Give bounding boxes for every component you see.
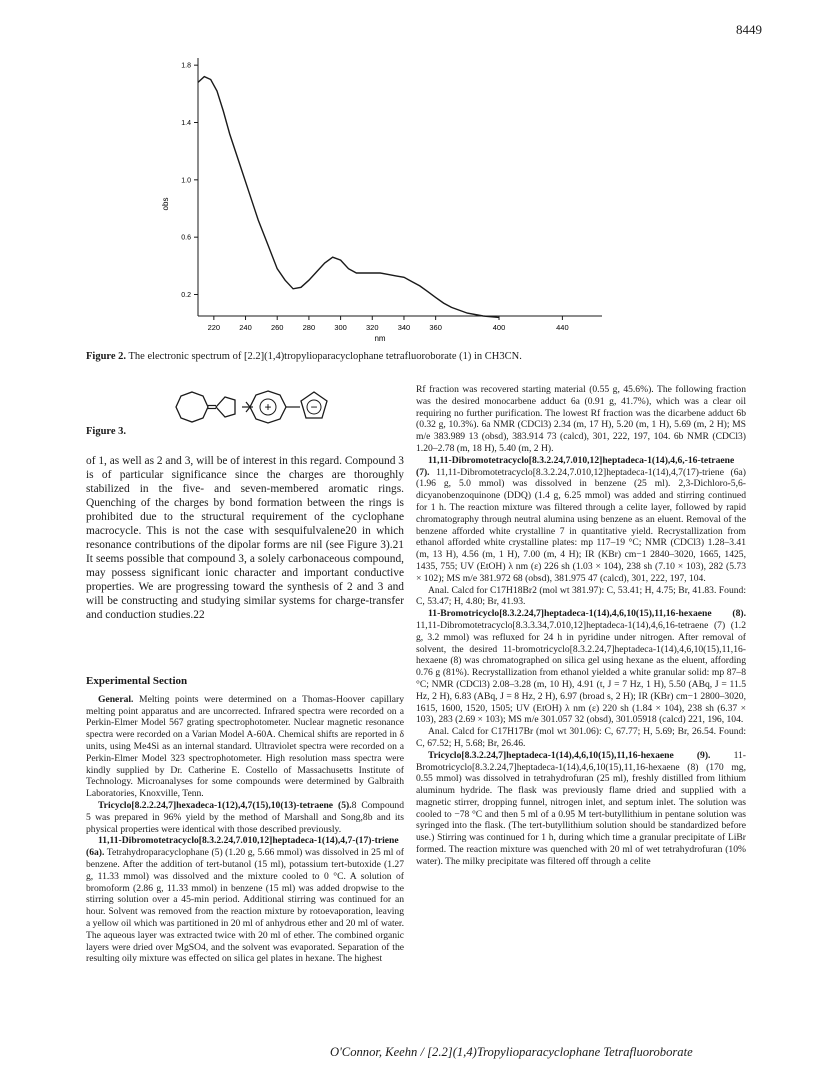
y-axis-label: obs: [161, 197, 170, 211]
left-column-experimental: [86, 668, 404, 965]
figure-2-caption: [86, 351, 766, 362]
y-tick-label: 0.2: [181, 292, 191, 299]
compound-8-paragraph: 11-Bromotricyclo[8.3.2.24,7]heptadeca-1(14),4,6,10(15),11,16-hexaene (8). 11,11-Dibromotetracyclo[8.3.3.34,7.010,12]heptadeca-1(14),4,6,16-tetraene (7) (1.2 g, 3.2 mmol) was refluxed for 24 h in pyridine under nitrogen. After removal of solvent, the desired 11-bromotricyclo[8.3.2.24,7]heptadeca-1(14),4,6,10(15),11,16-hexaene (8) was chromatographed on silica gel using hexane as the eluent, affording 0.76 g (81%). Recrystallization from ethanol yielded a white granular solid: mp 87–8 °C; NMR (CDCl3) 2.08–3.28 (m, 10 H), 4.91 (t, J = 7 Hz, 1 H), 5.50 (ABq, J = 11.5 Hz, 2 H), 6.83 (ABq, J = 8 Hz, 2 H), 6.97 (broad s, 2 H); IR (KBr) cm−1 2800–3020, 1615, 1600, 1520, 1505; UV (EtOH) λ nm (ε) 220 sh (1.84 × 104), 238 sh (6.37 × 103), 283 (2.69 × 103); MS m/e 301.057 32 (obsd), 301.05918 (calcd) 221, 196, 104.: [416, 608, 746, 726]
right-column: [416, 384, 746, 868]
experimental-heading: Experimental Section: [86, 675, 188, 687]
page-number: 8449: [736, 22, 762, 37]
compound-5-paragraph: Tricyclo[8.2.2.24,7]hexadeca-1(12),4,7(15),10(13)-tetraene (5).8 Compound 5 was prepared in 96% yield by the method of Marshall and Song,8b and its physical properties were identical with those described previously.: [86, 799, 405, 835]
intro-paragraph: of 1, as well as 2 and 3, will be of interest in this regard. Compound 3 is of particular significance since the charges are thoroughly stabilized in the five- and seven-membered aromatic rings. Quenching of the charges by bond formation between the rings is prohibited due to the structural requirement of the cyclophane macrocycle. This is not the case with sesquifulvalene20 in which resonance contributions of the dipolar forms are nil (see Figure 3).21 It seems possible that compound 3, a solely carbonaceous compound, may possess significant ionic character and important conductive properties. We are progressing toward the synthesis of 2 and 3 and will be constructing and studying similar systems for charge-transfer and conduction studies.22: [86, 455, 404, 621]
compound-9-paragraph: Tricyclo[8.3.2.24,7]heptadeca-1(14),4,6,10(15),11,16-hexaene (9). 11-Bromotricyclo[8.3.2.24,7]heptadeca-1(14),4,6,10(15),11,16-hexaene (8) (170 mg, 0.55 mmol) was dissolved in tetrahydrofuran (25 ml), freshly distilled from lithium aluminum hydride. The flask was previously flame dried and supplied with a magnetic stirrer, dropping funnel, nitrogen inlet, and septum inlet. The solution was cooled to −78 °C and then 5 ml of a 0.95 M tert-butyllithium in pentane solution was syringed into the flask. (The tert-butyllithium solution should be standardized before use.) Stirring was continued for 1 h, during which time a granular precipitate of LiBr formed. The reaction mixture was quenched with 20 ml of wet tetrahydrofuran (10% water). The milky precipitate was filtered off through a celite: [416, 749, 746, 867]
figure-3-structure: [170, 383, 370, 433]
x-tick-label: 260: [270, 323, 284, 332]
analysis-8: Anal. Calcd for C17H17Br (mol wt 301.06): C, 67.77; H, 5.69; Br, 26.54. Found: C, 67.52; H, 5.68; Br, 26.46.: [416, 726, 746, 749]
x-axis-label: nm: [374, 334, 386, 343]
y-tick-label: 0.6: [181, 234, 191, 242]
x-tick-label: 360: [429, 323, 442, 332]
x-tick-label: 280: [302, 323, 316, 332]
spectrum-chart: [150, 40, 610, 350]
x-tick-label: 220: [207, 323, 221, 332]
compound-6a-paragraph: 11,11-Dibromotetracyclo[8.3.2.24,7.010,12]heptadeca-1(14),4,7-(17)-triene (6a). Tetrahydroparacyclophane (5) (1.20 g, 5.66 mmol) was dissolved in 25 ml of benzene. After the addition of tert-butanol (15 ml), potassium tert-butoxide (1.27 g, 11.33 mmol) was dissolved and the mixture cooled to 0 °C. A solution of bromoform (2.86 g, 11.33 mmol) in benzene (15 ml) was added dropwise to the stirring solution over a 45-min period. Additional stirring was continued for an hour. Solvent was removed from the reaction mixture by rotoevaporation, leaving a yellow oil which was partitioned in 20 ml of anhydrous ether and 20 ml of water. The aqueous layer was extracted twice with 20 ml of ether. The combined organic layers were dried over MgSO4, and the solvent was evaporated. Separation of the resulting oily mixture was effected on silica gel plates in hexane. The highest: [86, 835, 404, 965]
y-tick-label: 1.4: [181, 120, 191, 127]
x-tick-label: 340: [397, 323, 411, 332]
y-tick-label: 1.0: [181, 177, 191, 185]
chart-series: [198, 77, 499, 318]
figure-2-text: The electronic spectrum of [2.2](1,4)tropylioparacyclophane tetrafluoroborate (1) in CH3CN.: [128, 351, 522, 362]
analysis-7: Anal. Calcd for C17H18Br2 (mol wt 381.97): C, 53.41; H, 4.75; Br, 41.83. Found: C, 53.47; H, 4.80; Br, 41.93.: [416, 584, 746, 608]
rf-fraction-paragraph: Rf fraction was recovered starting material (0.55 g, 45.6%). The following fraction was the desired monocarbene adduct 6a (0.91 g, 41.7%), which was a clear oil requiring no further purification. The lowest Rf fraction was the dicarbene adduct 6b (0.32 g, 10.3%). 6a NMR (CDCl3) 2.34 (m, 17 H), 5.20 (m, 1 H), 5.69 (m, 2 H); MS m/e 383.989 13 (obsd), 383.914 73 (calcd), 301, 222, 197, 104. 6b NMR (CDCl3) 1.20–2.78 (m, 18 H), 5.40 (m, 2 H).: [416, 384, 746, 454]
figure-3-label: Figure 3.: [86, 426, 127, 437]
running-footer: O'Connor, Keehn / [2.2](1,4)Tropylioparacyclophane Tetrafluoroborate: [330, 1045, 693, 1059]
left-column-intro: [86, 454, 404, 622]
seven-membered-ring: [176, 392, 208, 422]
spectrum-line: [198, 77, 499, 318]
general-paragraph: General. Melting points were determined on a Thomas-Hoover capillary melting point apparatus and are uncorrected. Infrared spectra were recorded on a Perkin-Elmer Model 567 grating spectrophotometer. Nuclear magnetic resonance spectra were recorded on a Varian Model A-60A. Chemical shifts are reported in δ units, using Me4Si as an internal standard. Ultraviolet spectra were recorded on a Perkin-Elmer Model 323 spectrophotometer. High resolution mass spectra were kindly supplied by Dr. Catherine E. Costello of Massachusetts Institute of Technology. Microanalyses for some compounds were determined by Galbraith Laboratories, Knoxville, Tenn.: [86, 693, 404, 800]
compound-7-paragraph: 11,11-Dibromotetracyclo[8.3.2.24,7.010,12]heptadeca-1(14),4,6,-16-tetraene (7). 11,11-Dibromotetracyclo[8.3.2.24,7.010,12]heptadeca-1(14),4,7(17)-triene (6a) (1.96 g, 5.0 mmol) was dissolved in benzene (25 ml). 2,3-Dichloro-5,6-dicyanobenzoquinone (DDQ) (1.4 g, 6.25 mmol) was added and stirring continued for 1 h. The reaction mixture was filtered through a celite layer, followed by rapid chromatography through neutral alumina using benzene as an eluent. Removal of the benzene afforded white crystalline 7 in quantitative yield. Recrystallization from ethanol afforded white crystalline plates: mp 117–19 °C; NMR (CDCl3) 1.28–3.41 (m, 13 H), 4.56 (m, 1 H), 7.00 (m, 4 H); IR (KBr) cm−1 2840–3020, 1665, 1425, 1435, 755; UV (EtOH) λ nm (ε) 226 sh (1.03 × 104), 238 sh (7.10 × 103), 282 (5.73 × 102); MS m/e 381.972 68 (obsd), 381.975 47 (calcd), 301, 222, 197, 104.: [416, 454, 746, 584]
plus-charge: +: [264, 400, 272, 414]
x-tick-label: 320: [366, 323, 379, 332]
x-tick-label: 400: [492, 323, 506, 332]
chart-ticks: [181, 63, 568, 332]
minus-charge: −: [310, 400, 318, 414]
y-tick-label: 1.8: [181, 62, 191, 70]
x-tick-label: 300: [334, 323, 347, 332]
x-tick-label: 440: [556, 323, 569, 332]
five-membered-ring: [216, 397, 235, 417]
figure-2-label: Figure 2.: [86, 351, 127, 362]
x-tick-label: 240: [239, 323, 252, 332]
